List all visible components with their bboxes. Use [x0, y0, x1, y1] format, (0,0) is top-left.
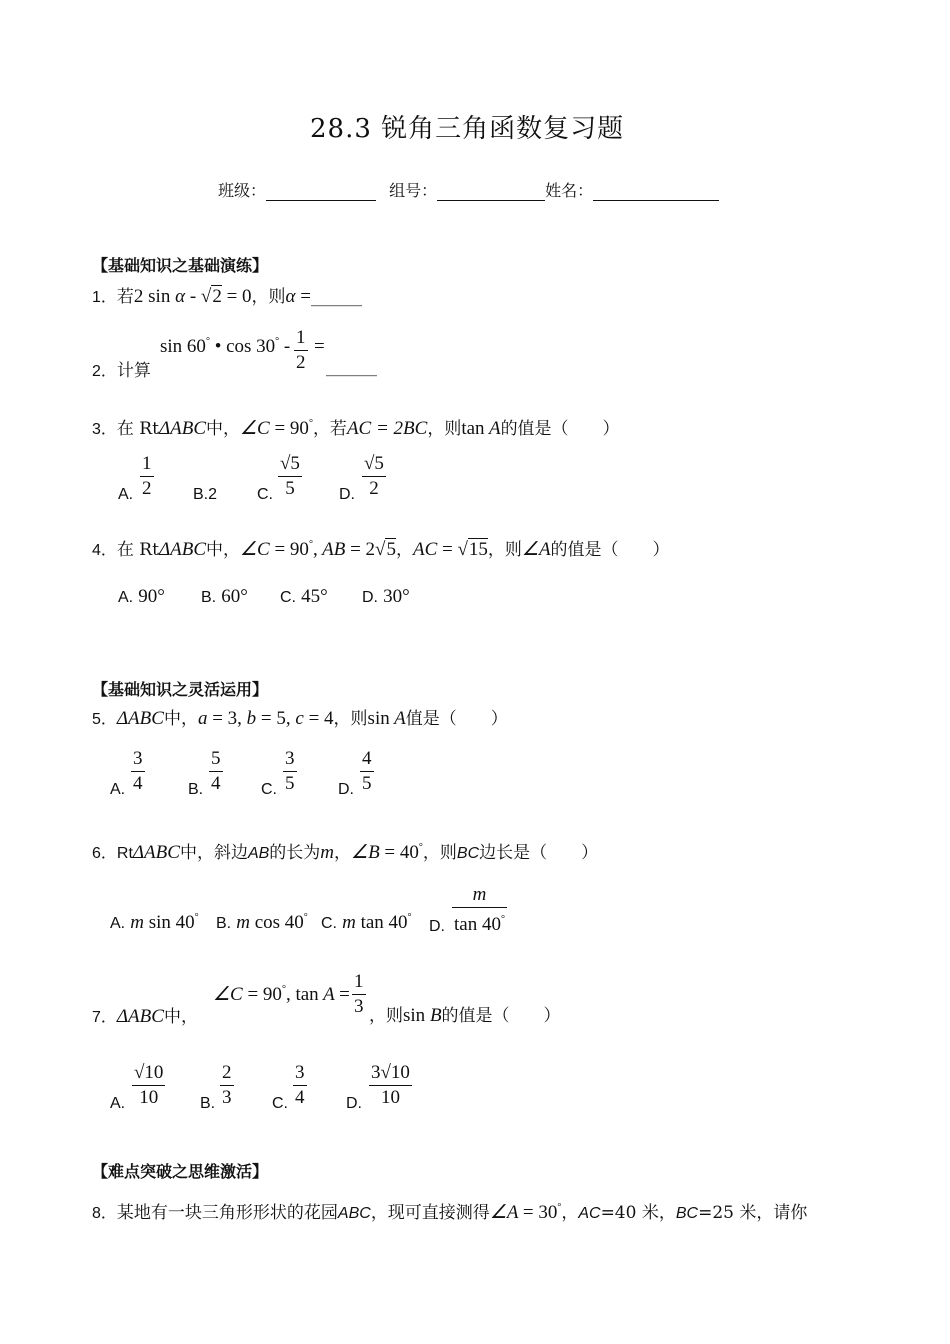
option-d-label[interactable]: D.: [429, 918, 445, 935]
section-heading-flexible-use: 【基础知识之灵活运用】: [92, 680, 269, 699]
option-c-fraction: $\frac{3}{5}$: [285, 748, 295, 794]
sin-expr: sin B: [403, 1005, 442, 1026]
condition-expr: ∠C = 90°, AB = 2√5: [240, 539, 396, 560]
equation: 2 sin α - √2 = 0: [133, 286, 252, 307]
option-c[interactable]: C. 45°: [280, 586, 328, 607]
question-text: ，: [334, 843, 352, 863]
question-text: 在 Rt: [116, 419, 159, 439]
triangle-expr: ΔABC: [158, 539, 206, 560]
question-2-prefix: [92, 356, 151, 381]
option-a-fraction: $\frac{1}{2}$: [142, 453, 152, 499]
angle-expr: ∠C = 90°: [240, 418, 313, 439]
option-b-label[interactable]: B.2: [193, 486, 218, 503]
section-heading-difficult-points: 【难点突破之思维激活】: [92, 1162, 269, 1181]
question-7-prefix: [92, 1002, 198, 1028]
condition-expr: ∠C = 90°, tan A =: [213, 984, 350, 1005]
option-a-fraction: $\frac{3}{4}$: [133, 748, 143, 794]
option-a[interactable]: A. m sin 40°: [110, 912, 199, 933]
condition-expr-2: AC = √15: [412, 539, 488, 560]
class-label: 班级：: [218, 181, 267, 200]
question-text: 中，斜边: [179, 843, 248, 863]
option-d-fraction: $\frac{√5}{2}$: [364, 453, 384, 499]
answer-expr: α =: [285, 286, 311, 307]
option-d-label[interactable]: D.: [339, 486, 355, 503]
question-text: 中，: [163, 1007, 198, 1027]
angle-expr: ∠A: [521, 539, 551, 560]
triangle-expr: ΔABC: [132, 842, 180, 863]
question-number: 7．: [92, 1009, 117, 1026]
segment-ac: AC: [578, 1205, 601, 1222]
question-number: 6．: [92, 845, 117, 862]
student-info-line: [218, 178, 719, 201]
question-number: 5．: [92, 711, 117, 728]
option-b-fraction: $\frac{5}{4}$: [211, 748, 221, 794]
option-a-label[interactable]: A.: [110, 1095, 126, 1112]
question-text: 中，: [206, 419, 240, 439]
fraction-one-half: $\frac{1}{2}$: [296, 327, 306, 373]
question-text: ，则: [333, 709, 368, 729]
question-text: Rt: [116, 845, 133, 862]
question-text: =25 米，请你: [698, 1203, 808, 1223]
answer-blank[interactable]: ______: [326, 357, 377, 377]
question-number: 4．: [92, 542, 117, 559]
variable-m: m: [320, 842, 335, 863]
angle-expr: ∠A = 30°: [489, 1202, 562, 1223]
option-b-label[interactable]: B.: [188, 781, 204, 798]
fraction-one-third: $\frac{1}{3}$: [354, 971, 364, 1017]
option-d-label[interactable]: D.: [346, 1095, 362, 1112]
question-number: 2．: [92, 363, 117, 380]
question-text: 的值是（ ）: [500, 419, 620, 439]
group-blank[interactable]: [437, 182, 545, 201]
question-5: [92, 704, 508, 730]
question-text: ，则: [487, 540, 522, 560]
question-text: =40 米，: [600, 1203, 676, 1223]
question-text: 中，: [163, 709, 198, 729]
segment-bc: BC: [675, 1205, 699, 1222]
option-c-label[interactable]: C.: [261, 781, 277, 798]
question-7-suffix: [369, 1001, 561, 1027]
equals-sign: =: [314, 336, 325, 357]
question-text: 的值是（ ）: [550, 540, 670, 560]
triangle-expr: ΔABC: [116, 1006, 164, 1027]
question-text: ，则: [422, 843, 457, 863]
question-text: 若: [116, 287, 134, 307]
option-d-fraction: $\frac{m}{\tan 40^\circ}$: [454, 884, 505, 935]
question-text: 边长是（ ）: [479, 843, 599, 863]
question-text: 的值是（ ）: [441, 1006, 561, 1026]
option-c-fraction: $\frac{√5}{5}$: [280, 453, 300, 499]
option-b[interactable]: B. 60°: [201, 586, 248, 607]
question-text: 的长为: [269, 843, 321, 863]
option-d-fraction: $\frac{4}{5}$: [362, 748, 372, 794]
option-a-label[interactable]: A.: [118, 486, 134, 503]
question-number: 1．: [92, 289, 117, 306]
option-b-label[interactable]: B.: [200, 1095, 216, 1112]
question-1: [92, 282, 362, 308]
class-blank[interactable]: [266, 182, 376, 201]
question-text: 计算: [116, 361, 151, 381]
sin-expr: sin A: [367, 708, 406, 729]
option-c-label[interactable]: C.: [272, 1095, 288, 1112]
group-label: 组号：: [389, 181, 438, 200]
option-b-fraction: $\frac{2}{3}$: [222, 1062, 232, 1108]
option-a-label[interactable]: A.: [110, 781, 126, 798]
question-text: 某地有一块三角形形状的花园: [116, 1203, 338, 1223]
question-text: 在 Rt: [116, 540, 159, 560]
answer-blank[interactable]: ______: [311, 287, 362, 307]
question-4: [92, 535, 670, 561]
question-text: ，若: [312, 419, 347, 439]
option-b[interactable]: B. m cos 40°: [216, 912, 308, 933]
question-text: ，则: [369, 1006, 403, 1026]
name-label: 姓名：: [545, 181, 594, 200]
question-text: 中，: [206, 540, 240, 560]
triangle-abc: ABC: [337, 1205, 371, 1222]
option-a-fraction: $\frac{√10}{10}$: [134, 1062, 164, 1108]
sides-expr: a = 3, b = 5, c = 4: [197, 708, 334, 729]
condition-expr: AC = 2BC: [346, 418, 428, 439]
question-text: ，: [395, 540, 413, 560]
segment-bc: BC: [456, 845, 480, 862]
question-text: 值是（ ）: [405, 709, 508, 729]
tan-expr: tan A: [461, 418, 501, 439]
question-3: [92, 414, 620, 440]
question-number: 8．: [92, 1205, 117, 1222]
question-number: 3．: [92, 421, 117, 438]
option-d-fraction: $\frac{3√10}{10}$: [371, 1062, 410, 1108]
segment-ab: AB: [247, 845, 270, 862]
question-text: ，现可直接测得: [370, 1203, 490, 1223]
option-d[interactable]: D. 30°: [362, 586, 410, 607]
question-8: [92, 1198, 807, 1224]
section-heading-basic-practice: 【基础知识之基础演练】: [92, 256, 269, 275]
question-text: ，: [561, 1203, 579, 1223]
option-c-label[interactable]: C.: [257, 486, 273, 503]
triangle-expr: ΔABC: [158, 418, 206, 439]
name-blank[interactable]: [593, 182, 719, 201]
triangle-expr: ΔABC: [116, 708, 164, 729]
option-a[interactable]: A. 90°: [118, 586, 165, 607]
question-text: ，则: [251, 287, 286, 307]
option-c-fraction: $\frac{3}{4}$: [295, 1062, 305, 1108]
option-c[interactable]: C. m tan 40°: [321, 912, 412, 933]
expression: sin 60° • cos 30° -: [160, 336, 291, 357]
question-6: [92, 838, 598, 864]
page-title: 28.3 锐角三角函数复习题: [310, 114, 625, 144]
question-text: ，则: [427, 419, 462, 439]
option-d-label[interactable]: D.: [338, 781, 354, 798]
angle-expr: ∠B = 40°: [351, 842, 423, 863]
